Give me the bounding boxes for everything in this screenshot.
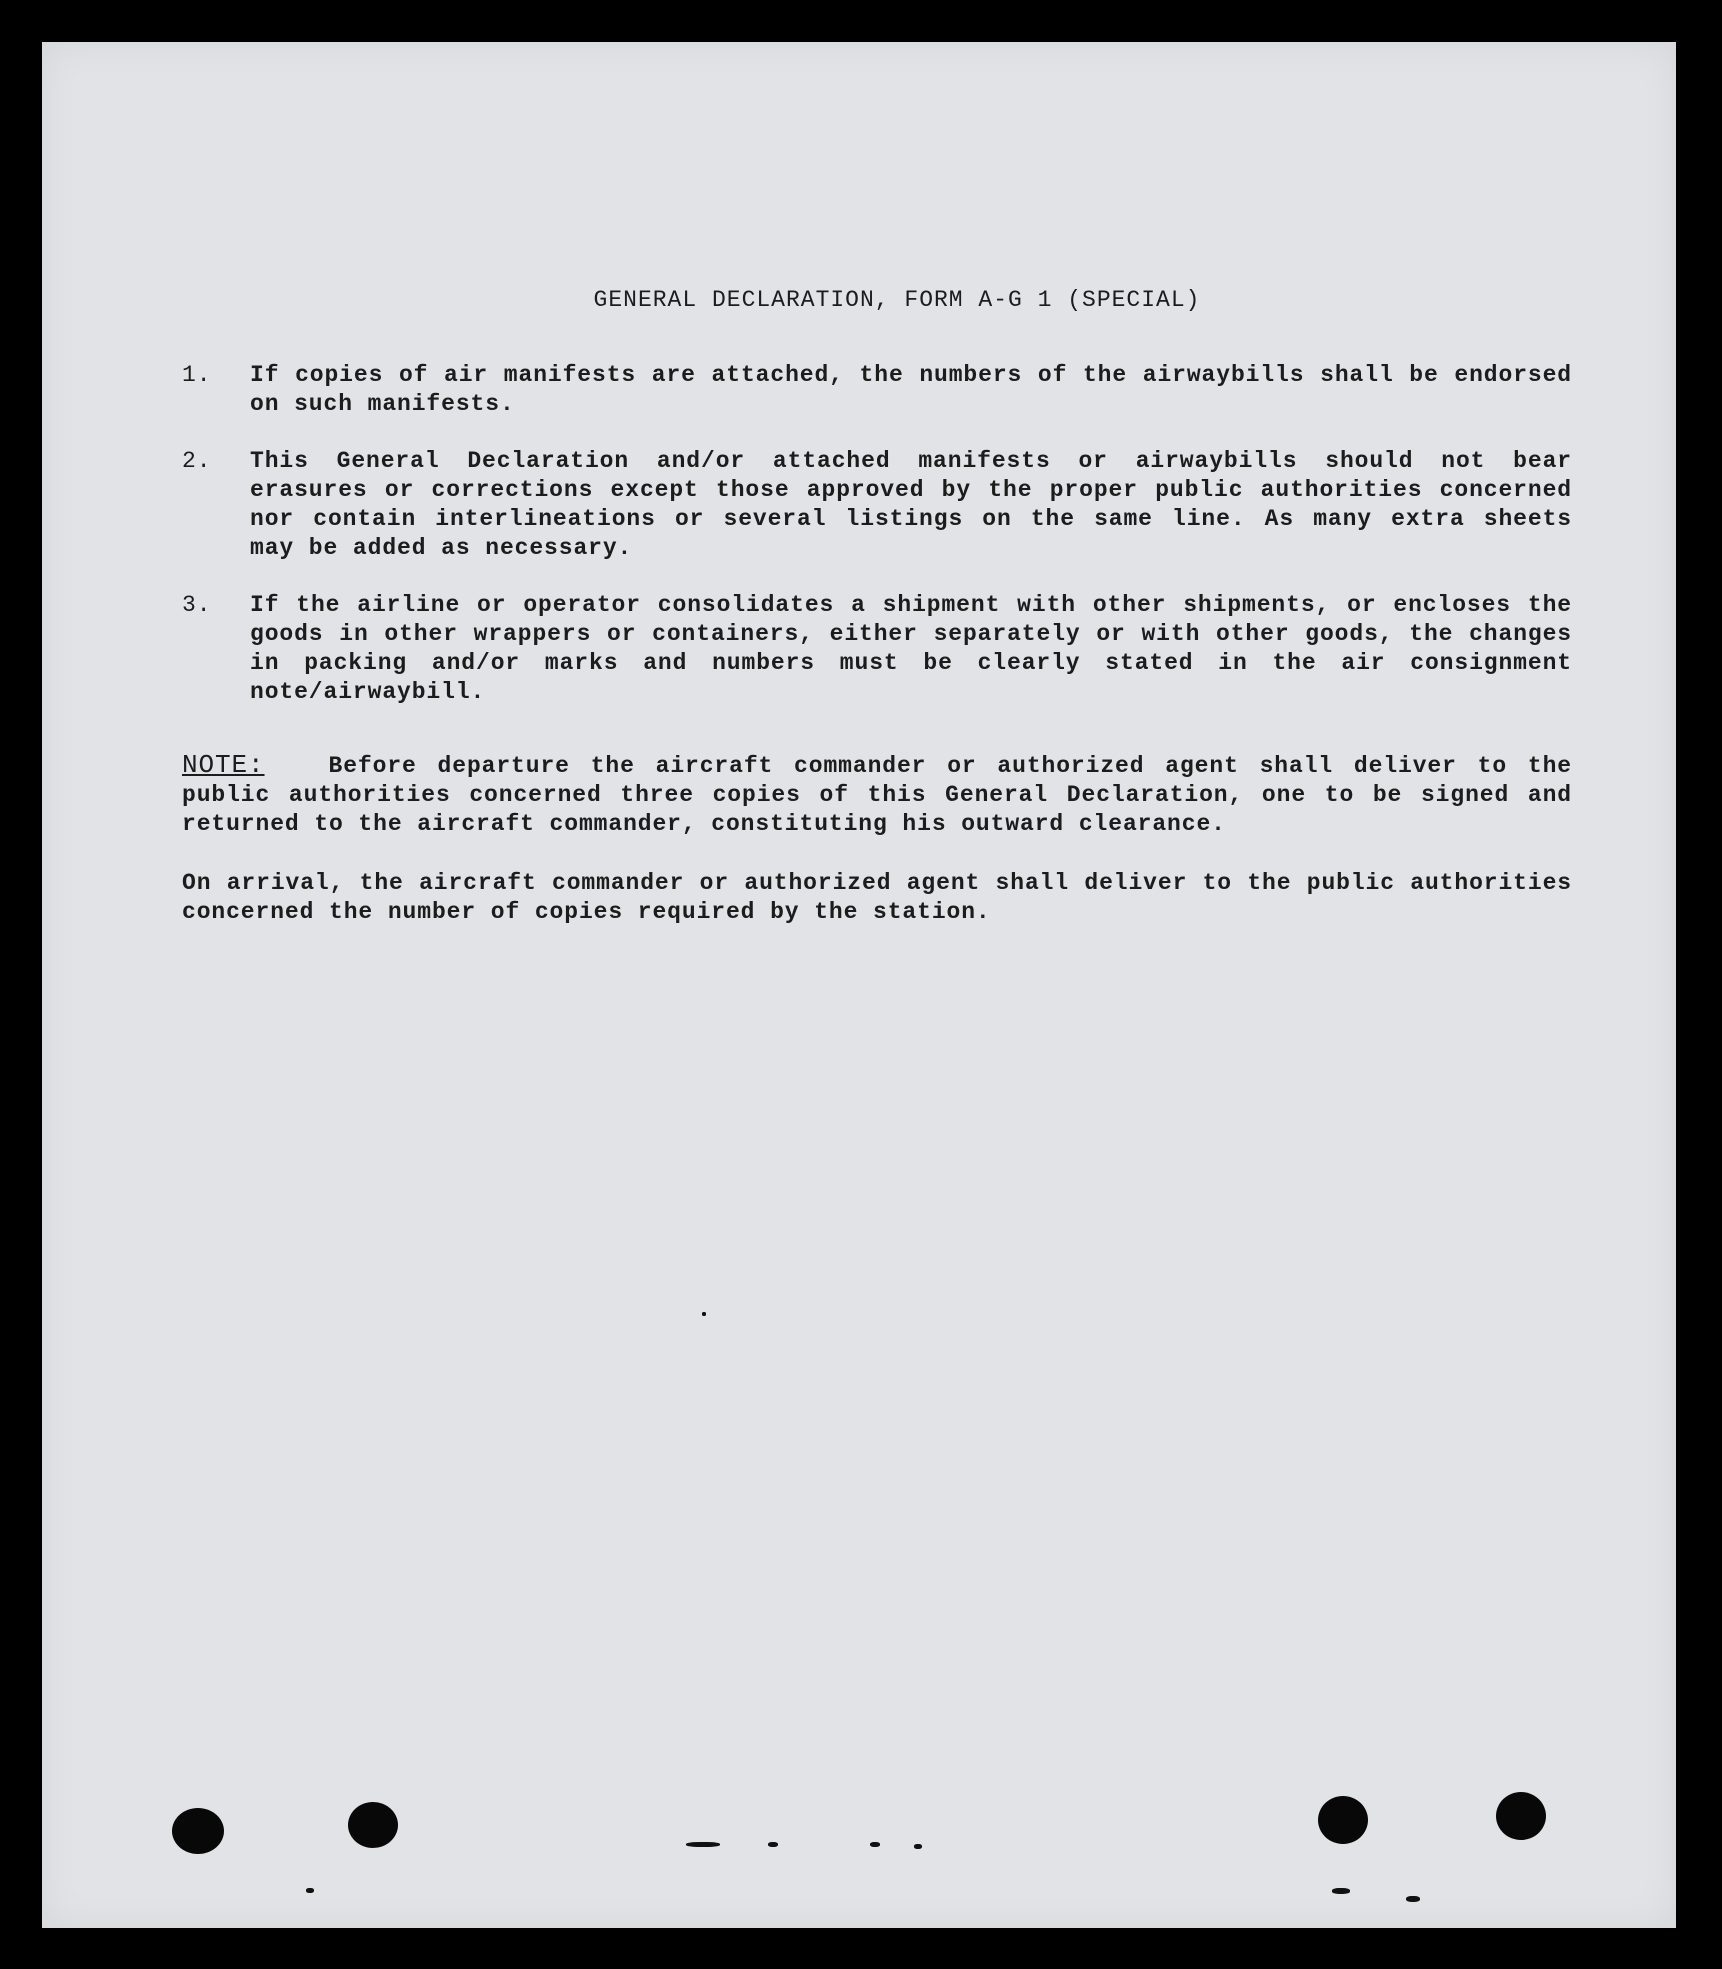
scan-mark xyxy=(702,1312,706,1316)
document-body xyxy=(182,287,1572,927)
scan-mark xyxy=(686,1842,720,1847)
arrival-paragraph: On arrival, the aircraft commander or authorized agent shall deliver to the public authorities concerned the number of copies required by the station. xyxy=(182,870,1572,925)
scan-mark xyxy=(914,1844,922,1849)
list-item xyxy=(182,447,1572,563)
item-text: If copies of air manifests are attached, the numbers of the airwaybills shall be endorsed on such manifests. xyxy=(250,362,1572,417)
list-item xyxy=(182,361,1572,419)
document-page xyxy=(42,42,1676,1928)
item-number: 2. xyxy=(182,448,212,474)
item-number: 1. xyxy=(182,362,212,388)
list-item xyxy=(182,591,1572,707)
page-title: GENERAL DECLARATION, FORM A-G 1 (SPECIAL) xyxy=(593,287,1201,313)
item-number: 3. xyxy=(182,592,212,618)
scan-mark xyxy=(1406,1896,1420,1902)
scan-mark xyxy=(1332,1888,1350,1894)
scan-mark xyxy=(870,1842,880,1847)
item-text: If the airline or operator consolidates a shipment with other shipments, or encloses the goods in other wrappers or containers, either separately or with other goods, the changes in packing and/or marks and numbers must be clearly stated in the air consignment note/airwaybill. xyxy=(250,592,1572,705)
note-label: NOTE: xyxy=(182,750,265,780)
punch-hole-icon xyxy=(1318,1796,1368,1844)
punch-hole-icon xyxy=(172,1808,224,1854)
note-paragraph xyxy=(182,751,1572,839)
punch-hole-icon xyxy=(348,1802,398,1848)
punch-hole-icon xyxy=(1496,1792,1546,1840)
item-text: This General Declaration and/or attached manifests or airwaybills should not bear erasures or corrections except those approved by the proper public authorities concerned nor contain interlineations or several listings on the same line. As many extra sheets may be added as necessary. xyxy=(250,448,1572,561)
scan-mark xyxy=(306,1888,314,1893)
scan-mark xyxy=(768,1842,778,1847)
note-text: Before departure the aircraft commander or authorized agent shall deliver to the public authorities concerned three copies of this General Declaration, one to be signed and returned to the aircraft commander, constituting his outward clearance. xyxy=(182,753,1572,837)
